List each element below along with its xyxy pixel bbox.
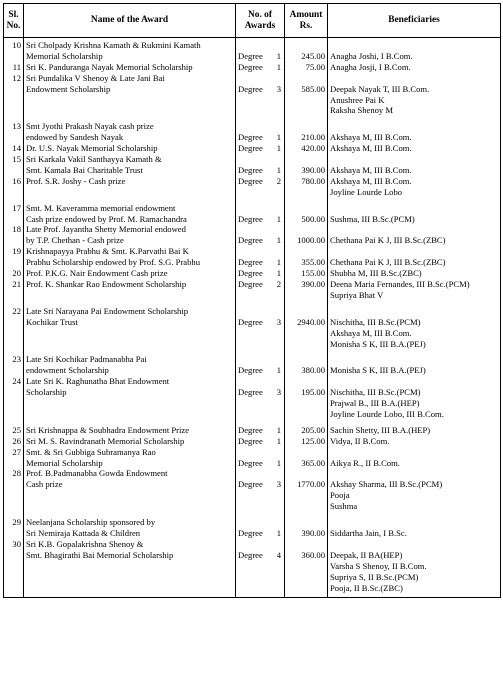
award-name-line: Prof. K. Shankar Rao Endowment Scholarship: [26, 279, 187, 290]
award-name-line: Sri K. Panduranga Nayak Memorial Scholarship: [26, 61, 193, 72]
award-name-cell: [24, 436, 236, 447]
award-level: Degree: [238, 143, 263, 154]
table-body: [4, 38, 501, 598]
amount-value: 390.00: [301, 527, 325, 538]
beneficiary: Siddartha Jain, I B.Sc.: [330, 527, 407, 538]
award-count: 2: [276, 279, 281, 290]
no-of-awards-cell: [236, 224, 285, 246]
table-row: [4, 268, 501, 279]
amount-value: 195.00: [301, 387, 325, 398]
sl-no: 14: [12, 143, 21, 154]
award-level: Degree: [238, 365, 263, 376]
sl-no-cell: [4, 176, 24, 198]
award-level: Degree: [238, 175, 263, 186]
amount-cell: [285, 73, 328, 117]
amount-cell: [285, 539, 328, 598]
award-count: 1: [276, 527, 281, 538]
beneficiary: Akshaya M, III B.Com.: [330, 143, 412, 154]
table-row: [4, 38, 501, 62]
beneficiary: Shubha M, III B.Sc.(ZBC): [330, 268, 422, 279]
sl-no-cell: [4, 62, 24, 73]
no-of-awards-cell: [236, 349, 285, 376]
award-level: Degree: [238, 268, 263, 279]
award-name-line: Sri Krishnappa & Soubhadra Endowment Prize: [26, 424, 190, 435]
award-level: Degree: [238, 257, 263, 268]
sl-no-cell: [4, 468, 24, 512]
award-count: 1: [276, 424, 281, 435]
award-name-line: Smt. M. Kaveramma memorial endowment: [26, 202, 176, 213]
header-sl-no-label: Sl. No.: [6, 10, 21, 31]
table-row: [4, 301, 501, 350]
beneficiary: Akshaya M, III B.Com.: [330, 132, 412, 143]
no-of-awards-cell: [236, 447, 285, 469]
award-name-cell: [24, 176, 236, 198]
award-name-line: Endowment Scholarship: [26, 83, 111, 94]
beneficiaries-cell: [328, 73, 501, 117]
award-level: Degree: [238, 50, 263, 61]
award-level: Degree: [238, 61, 263, 72]
table-row: [4, 376, 501, 420]
beneficiary: Joyline Lourde Lobo: [330, 186, 403, 197]
amount-cell: [285, 376, 328, 420]
beneficiary: Deepak Nayak T, III B.Com.: [330, 83, 430, 94]
sl-no-cell: [4, 376, 24, 420]
beneficiary: Sushma, III B.Sc.(PCM): [330, 213, 415, 224]
award-name-cell: [24, 143, 236, 154]
no-of-awards-cell: [236, 246, 285, 268]
beneficiary: Monisha S K, III B.A.(PEJ): [330, 365, 426, 376]
header-beneficiaries-label: Beneficiaries: [388, 15, 440, 26]
beneficiary: Pooja: [330, 490, 350, 501]
sl-no-cell: [4, 224, 24, 246]
beneficiary: Anagha Josji, I B.Com.: [330, 61, 411, 72]
amount-cell: [285, 246, 328, 268]
amount-cell: [285, 420, 328, 436]
beneficiaries-cell: [328, 224, 501, 246]
beneficiaries-cell: [328, 349, 501, 376]
beneficiaries-cell: [328, 447, 501, 469]
beneficiary: Supriya S, II B.Sc.(PCM): [330, 571, 419, 582]
amount-cell: [285, 198, 328, 225]
amount-value: 585.00: [301, 83, 325, 94]
sl-no: 30: [12, 538, 21, 549]
award-name-cell: [24, 376, 236, 420]
no-of-awards-cell: [236, 38, 285, 62]
sl-no: 25: [12, 424, 21, 435]
no-of-awards-cell: [236, 143, 285, 154]
sl-no-cell: [4, 512, 24, 539]
award-name-line: Sri Pundalika V Shenoy & Late Jani Bai: [26, 72, 165, 83]
sl-no: 16: [12, 175, 21, 186]
no-of-awards-cell: [236, 301, 285, 350]
award-name-line: endowment Scholarship: [26, 365, 109, 376]
amount-value: 365.00: [301, 457, 325, 468]
amount-cell: [285, 468, 328, 512]
award-name-cell: [24, 349, 236, 376]
award-level: Degree: [238, 435, 263, 446]
award-count: 1: [276, 457, 281, 468]
award-count: 1: [276, 164, 281, 175]
award-name-cell: [24, 301, 236, 350]
award-level: Degree: [238, 235, 263, 246]
award-name-line: Neelanjana Scholarship sponsored by: [26, 517, 156, 528]
amount-cell: [285, 279, 328, 301]
award-count: 1: [276, 213, 281, 224]
award-name-cell: [24, 73, 236, 117]
amount-cell: [285, 301, 328, 350]
amount-cell: [285, 436, 328, 447]
award-count: 1: [276, 235, 281, 246]
award-level: Degree: [238, 132, 263, 143]
table-row: [4, 224, 501, 246]
beneficiaries-cell: [328, 154, 501, 176]
award-name-line: Smt. & Sri Gubbiga Subramanya Rao: [26, 446, 156, 457]
amount-value: 420.00: [301, 143, 325, 154]
beneficiary: Varsha S Shenoy, II B.Com.: [330, 560, 427, 571]
sl-no-cell: [4, 73, 24, 117]
awards-table: [3, 3, 501, 598]
award-level: Degree: [238, 479, 263, 490]
table-row: [4, 420, 501, 436]
beneficiaries-cell: [328, 512, 501, 539]
amount-cell: [285, 154, 328, 176]
sl-no: 27: [12, 446, 21, 457]
sl-no-cell: [4, 436, 24, 447]
award-name-cell: [24, 512, 236, 539]
beneficiary: Akshaya M, III B.Com.: [330, 164, 412, 175]
award-name-line: Memorial Scholarship: [26, 50, 103, 61]
amount-value: 780.00: [301, 175, 325, 186]
amount-cell: [285, 349, 328, 376]
award-name-line: by T.P. Chethan - Cash prize: [26, 235, 124, 246]
beneficiary: Raksha Shenoy M: [330, 105, 394, 116]
table-row: [4, 447, 501, 469]
beneficiaries-cell: [328, 376, 501, 420]
award-name-line: Prof. P.K.G. Nair Endowment Cash prize: [26, 268, 168, 279]
amount-value: 380.00: [301, 365, 325, 376]
no-of-awards-cell: [236, 420, 285, 436]
no-of-awards-cell: [236, 279, 285, 301]
award-level: Degree: [238, 549, 263, 560]
award-name-line: Prof. S.R. Joshy - Cash prize: [26, 175, 126, 186]
beneficiary: Akshaya M, III B.Com.: [330, 327, 412, 338]
award-count: 1: [276, 61, 281, 72]
header-no-of-awards: [236, 4, 285, 38]
sl-no: 17: [12, 202, 21, 213]
table-header: [4, 4, 501, 38]
beneficiaries-cell: [328, 198, 501, 225]
sl-no: 10: [12, 40, 21, 50]
beneficiary: Prajwal B., III B.A.(HEP): [330, 398, 420, 409]
amount-value: 125.00: [301, 435, 325, 446]
header-amount-label: Amount Rs.: [289, 10, 323, 31]
award-name-line: Smt Jyothi Prakash Nayak cash prize: [26, 121, 154, 132]
award-name-line: Late Sri Kochikar Padmanabha Pai: [26, 354, 147, 365]
award-name-line: Krishnapayya Prabhu & Smt. K.Parvathi Bai K: [26, 246, 189, 257]
beneficiaries-cell: [328, 116, 501, 143]
table-row: [4, 73, 501, 117]
award-name-line: Prof. B.Padmanabha Gowda Endowment: [26, 468, 168, 479]
no-of-awards-cell: [236, 539, 285, 598]
beneficiary: Deena Maria Fernandes, III B.Sc.(PCM): [330, 279, 470, 290]
beneficiaries-cell: [328, 420, 501, 436]
sl-no-cell: [4, 539, 24, 598]
sl-no: 23: [12, 354, 21, 365]
award-name-cell: [24, 468, 236, 512]
amount-cell: [285, 512, 328, 539]
sl-no-cell: [4, 420, 24, 436]
amount-value: 210.00: [301, 132, 325, 143]
sl-no-cell: [4, 154, 24, 176]
sl-no: 13: [12, 121, 21, 132]
no-of-awards-cell: [236, 436, 285, 447]
award-count: 1: [276, 50, 281, 61]
sl-no-cell: [4, 246, 24, 268]
award-level: Degree: [238, 527, 263, 538]
award-level: Degree: [238, 213, 263, 224]
beneficiary: Vidya, II B.Com.: [330, 435, 390, 446]
beneficiary: Monisha S K, III B.A.(PEJ): [330, 338, 426, 349]
award-level: Degree: [238, 164, 263, 175]
beneficiary: Sushma: [330, 501, 358, 512]
beneficiaries-cell: [328, 38, 501, 62]
award-name-line: Cash prize endowed by Prof. M. Ramachandra: [26, 213, 187, 224]
no-of-awards-cell: [236, 116, 285, 143]
beneficiaries-cell: [328, 62, 501, 73]
amount-value: 355.00: [301, 257, 325, 268]
header-amount: [285, 4, 328, 38]
award-level: Degree: [238, 316, 263, 327]
award-count: 4: [276, 549, 281, 560]
sl-no-cell: [4, 198, 24, 225]
award-count: 1: [276, 143, 281, 154]
award-count: 3: [276, 479, 281, 490]
table-row: [4, 62, 501, 73]
award-name-cell: [24, 116, 236, 143]
sl-no: 21: [12, 279, 21, 290]
sl-no-cell: [4, 447, 24, 469]
sl-no: 29: [12, 517, 21, 528]
award-name-cell: [24, 154, 236, 176]
amount-cell: [285, 268, 328, 279]
table-row: [4, 143, 501, 154]
no-of-awards-cell: [236, 376, 285, 420]
no-of-awards-cell: [236, 73, 285, 117]
no-of-awards-cell: [236, 176, 285, 198]
amount-value: 390.00: [301, 164, 325, 175]
award-level: Degree: [238, 457, 263, 468]
amount-value: 1770.00: [297, 479, 325, 490]
beneficiaries-cell: [328, 176, 501, 198]
award-name-line: Late Sri K. Raghunatha Bhat Endowment: [26, 376, 170, 387]
table-row: [4, 512, 501, 539]
award-name-line: Dr. U.S. Nayak Memorial Scholarship: [26, 143, 158, 154]
sl-no-cell: [4, 143, 24, 154]
no-of-awards-cell: [236, 62, 285, 73]
amount-value: 155.00: [301, 268, 325, 279]
beneficiaries-cell: [328, 539, 501, 598]
header-beneficiaries: [328, 4, 501, 38]
beneficiary: Supriya Bhat V: [330, 289, 384, 300]
beneficiary: Nischitha, III B.Sc.(PCM): [330, 387, 421, 398]
award-name-cell: [24, 62, 236, 73]
sl-no-cell: [4, 349, 24, 376]
no-of-awards-cell: [236, 268, 285, 279]
award-count: 1: [276, 268, 281, 279]
sl-no: 15: [12, 154, 21, 165]
table-row: [4, 246, 501, 268]
award-count: 3: [276, 316, 281, 327]
sl-no-cell: [4, 38, 24, 62]
beneficiary: Chethana Pai K J, III B.Sc.(ZBC): [330, 257, 446, 268]
beneficiary: Nischitha, III B.Sc.(PCM): [330, 316, 421, 327]
award-level: Degree: [238, 387, 263, 398]
sl-no: 22: [12, 305, 21, 316]
sl-no: 20: [12, 268, 21, 279]
sl-no: 28: [12, 468, 21, 479]
table-row: [4, 279, 501, 301]
beneficiaries-cell: [328, 468, 501, 512]
award-count: 1: [276, 435, 281, 446]
amount-cell: [285, 224, 328, 246]
amount-value: 75.00: [305, 61, 325, 72]
award-count: 1: [276, 365, 281, 376]
award-name-line: Late Prof. Jayantha Shetty Memorial endowed: [26, 224, 186, 235]
award-name-line: Sri Karkala Vakil Santhayya Kamath &: [26, 154, 162, 165]
award-count: 2: [276, 175, 281, 186]
amount-value: 500.00: [301, 213, 325, 224]
award-name-cell: [24, 246, 236, 268]
award-name-line: Sri Cholpady Krishna Kamath & Rukmini Kamath: [26, 40, 201, 50]
beneficiary: Sachin Shetty, III B.A.(HEP): [330, 424, 431, 435]
amount-value: 2940.00: [297, 316, 325, 327]
sl-no: 12: [12, 72, 21, 83]
amount-cell: [285, 38, 328, 62]
amount-value: 245.00: [301, 50, 325, 61]
award-name-cell: [24, 279, 236, 301]
award-level: Degree: [238, 83, 263, 94]
no-of-awards-cell: [236, 198, 285, 225]
table-row: [4, 539, 501, 598]
award-name-cell: [24, 420, 236, 436]
award-name-line: Prabhu Scholarship endowed by Prof. S.G. Prabhu: [26, 257, 201, 268]
award-level: Degree: [238, 279, 263, 290]
award-level: Degree: [238, 424, 263, 435]
beneficiaries-cell: [328, 301, 501, 350]
sl-no: 19: [12, 246, 21, 257]
table-row: [4, 154, 501, 176]
sl-no-cell: [4, 116, 24, 143]
beneficiary: Anagha Joshi, I B.Com.: [330, 50, 413, 61]
no-of-awards-cell: [236, 468, 285, 512]
beneficiaries-cell: [328, 143, 501, 154]
award-count: 1: [276, 132, 281, 143]
table-row: [4, 176, 501, 198]
award-name-line: Sri M. S. Ravindranath Memorial Scholarship: [26, 435, 185, 446]
award-name-line: Memorial Scholarship: [26, 457, 103, 468]
amount-value: 390.00: [301, 279, 325, 290]
award-name-line: Late Sri Narayana Pai Endowment Scholarship: [26, 305, 189, 316]
table-row: [4, 468, 501, 512]
award-name-cell: [24, 198, 236, 225]
table-row: [4, 436, 501, 447]
sl-no: 11: [12, 61, 21, 72]
award-name-cell: [24, 447, 236, 469]
no-of-awards-cell: [236, 512, 285, 539]
beneficiary: Joyline Lourde Lobo, III B.Com.: [330, 408, 444, 419]
award-name-line: Sri K.B. Gopalakrishna Shenoy &: [26, 538, 144, 549]
amount-value: 360.00: [301, 549, 325, 560]
sl-no-cell: [4, 279, 24, 301]
no-of-awards-cell: [236, 154, 285, 176]
amount-cell: [285, 62, 328, 73]
beneficiaries-cell: [328, 279, 501, 301]
award-name-cell: [24, 268, 236, 279]
award-name-line: endowed by Sandesh Nayak: [26, 132, 124, 143]
award-name-line: Smt. Kamala Bai Charitable Trust: [26, 164, 143, 175]
beneficiary: Deepak, II BA(HEP): [330, 549, 403, 560]
award-name-line: Sri Nemiraja Kattada & Children: [26, 528, 141, 538]
amount-cell: [285, 143, 328, 154]
table-row: [4, 116, 501, 143]
beneficiary: Pooja, II B.Sc.(ZBC): [330, 582, 403, 593]
award-name-line: Smt. Bhagirathi Bai Memorial Scholarship: [26, 549, 174, 560]
header-sl-no: [4, 4, 24, 38]
sl-no-cell: [4, 301, 24, 350]
award-name-line: Cash prize: [26, 479, 63, 490]
amount-cell: [285, 116, 328, 143]
award-count: 3: [276, 83, 281, 94]
amount-cell: [285, 447, 328, 469]
beneficiary: Anushree Pai K: [330, 94, 385, 105]
header-name-of-award: [24, 4, 236, 38]
amount-cell: [285, 176, 328, 198]
beneficiary: Akshay Sharma, III B.Sc.(PCM): [330, 479, 443, 490]
sl-no: 26: [12, 435, 21, 446]
award-count: 3: [276, 387, 281, 398]
award-name-cell: [24, 224, 236, 246]
award-name-line: Kochikar Trust: [26, 316, 78, 327]
header-name-label: Name of the Award: [90, 15, 169, 26]
amount-value: 1000.00: [297, 235, 325, 246]
award-count: 1: [276, 257, 281, 268]
award-name-cell: [24, 38, 236, 62]
award-name-cell: [24, 539, 236, 598]
sl-no-cell: [4, 268, 24, 279]
header-awards-label: No. of Awards: [244, 10, 276, 31]
beneficiary: Chethana Pai K J, III B.Sc.(ZBC): [330, 235, 446, 246]
table-row: [4, 198, 501, 225]
beneficiaries-cell: [328, 268, 501, 279]
table-row: [4, 349, 501, 376]
beneficiaries-cell: [328, 246, 501, 268]
beneficiary: Aikya R., II B.Com.: [330, 457, 400, 468]
beneficiaries-cell: [328, 436, 501, 447]
beneficiary: Akshaya M, III B.Com.: [330, 175, 412, 186]
award-name-line: Scholarship: [26, 387, 67, 398]
sl-no: 24: [12, 376, 21, 387]
sl-no: 18: [12, 224, 21, 235]
amount-value: 205.00: [301, 424, 325, 435]
